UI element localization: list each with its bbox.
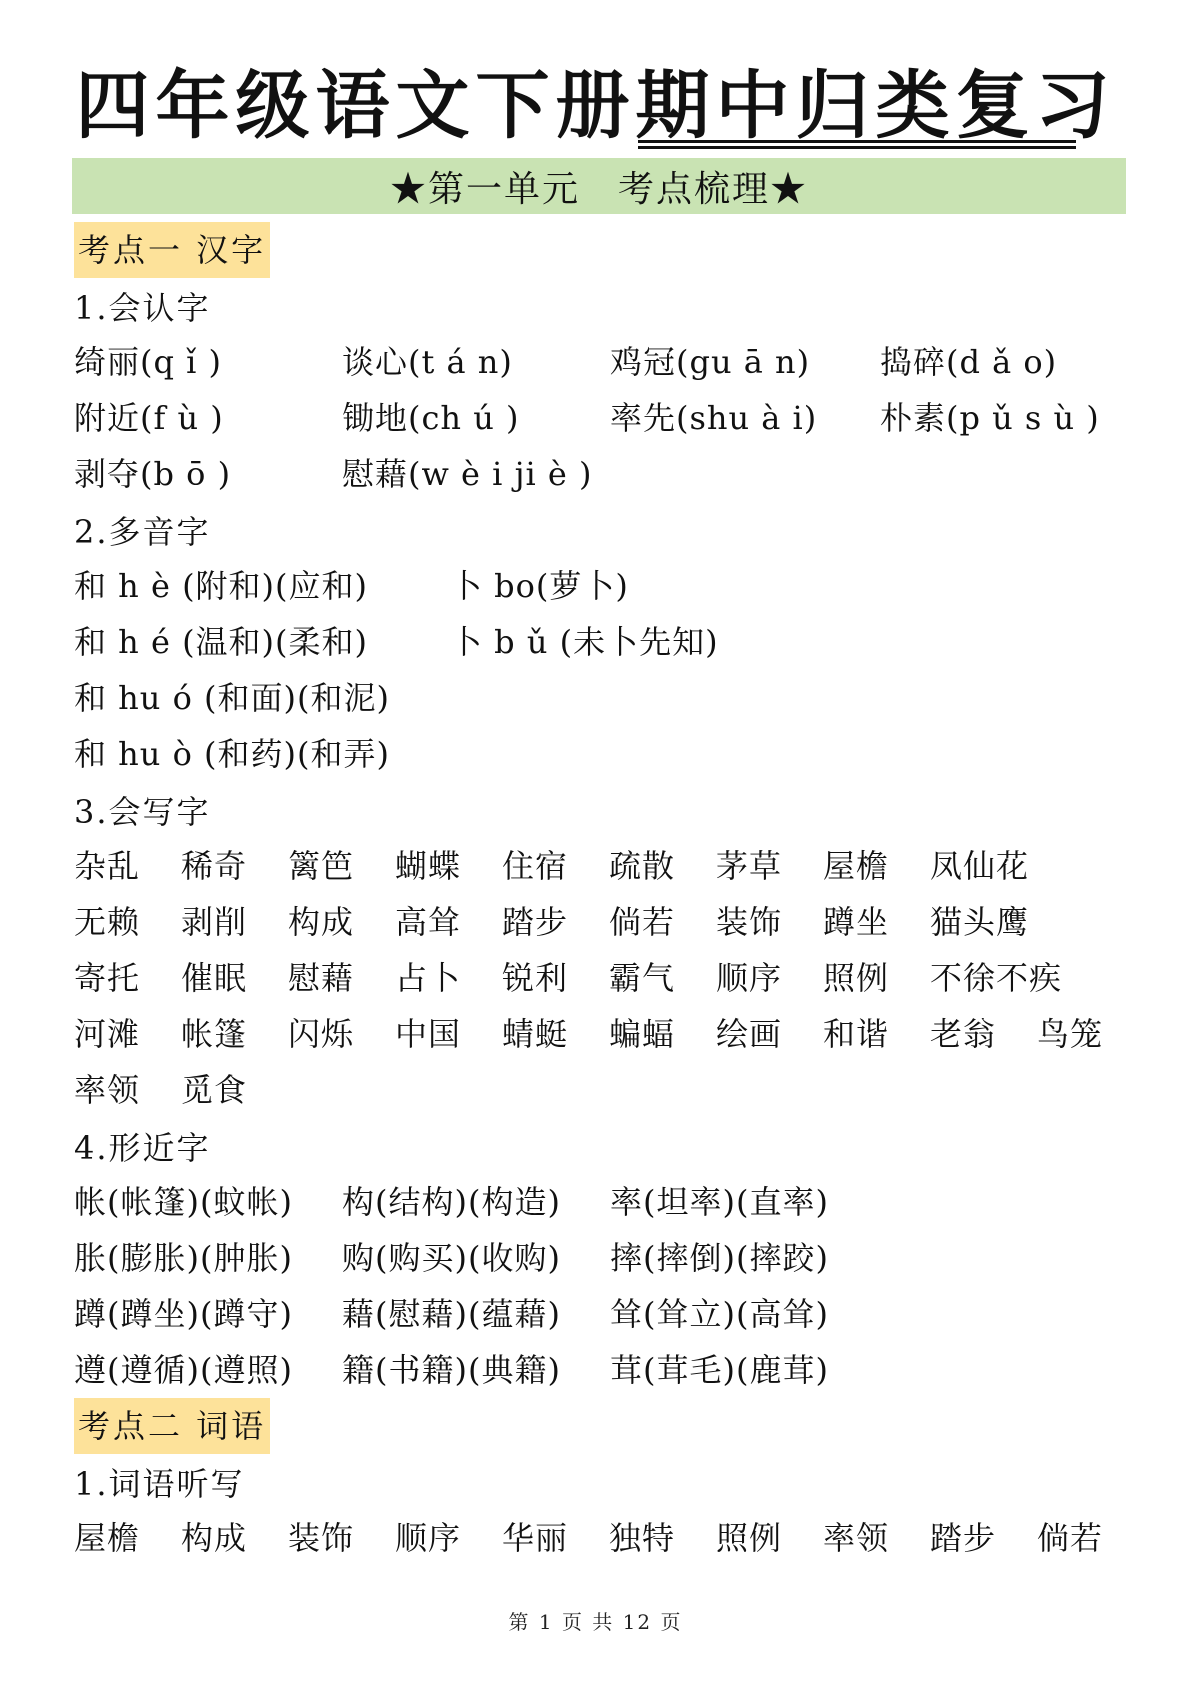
subsection-heading: 1.词语听写 bbox=[74, 1465, 245, 1503]
xiezi-word: 催眠 bbox=[181, 959, 248, 997]
tingxie-word: 顺序 bbox=[395, 1519, 462, 1557]
xingjin-item: 购(购买)(收购) bbox=[342, 1239, 561, 1277]
renzi-item: 锄地(ch ú ) bbox=[342, 399, 520, 437]
duoyin-item: 和 hu ò (和药)(和弄) bbox=[74, 735, 390, 773]
title-underline bbox=[638, 140, 1076, 149]
xingjin-item: 摔(摔倒)(摔跤) bbox=[610, 1239, 829, 1277]
tingxie-word: 装饰 bbox=[288, 1519, 355, 1557]
heading-duoyin-row bbox=[74, 502, 211, 558]
xiezi-word: 蜻蜓 bbox=[502, 1015, 569, 1053]
tingxie-word: 照例 bbox=[716, 1519, 783, 1557]
xiezi-word: 绘画 bbox=[716, 1015, 783, 1053]
xiezi-word: 河滩 bbox=[74, 1015, 141, 1053]
xiezi-word: 鸟笼 bbox=[1037, 1015, 1104, 1053]
xingjin-item: 蹲(蹲坐)(蹲守) bbox=[74, 1295, 293, 1333]
title-wrap bbox=[0, 62, 1191, 150]
tingxie-word: 独特 bbox=[609, 1519, 676, 1557]
tingxie-word: 倘若 bbox=[1037, 1519, 1104, 1557]
xingjin-item: 胀(膨胀)(肿胀) bbox=[74, 1239, 293, 1277]
section1-tag-row bbox=[74, 222, 270, 278]
tingxie-word: 率领 bbox=[823, 1519, 890, 1557]
section-tag: 考点一 汉字 bbox=[74, 222, 270, 278]
xiezi-word: 蝴蝶 bbox=[395, 847, 462, 885]
xiezi-word: 疏散 bbox=[609, 847, 676, 885]
xiezi-word: 稀奇 bbox=[181, 847, 248, 885]
renzi-item: 谈心(t á n) bbox=[342, 343, 513, 381]
xingjin-item: 耸(耸立)(高耸) bbox=[610, 1295, 829, 1333]
xiezi-word: 剥削 bbox=[181, 903, 248, 941]
heading-xingjin-row bbox=[74, 1118, 211, 1174]
heading-tingxie-row bbox=[74, 1454, 245, 1510]
xiezi-word: 杂乱 bbox=[74, 847, 141, 885]
section2-tag-row bbox=[74, 1398, 270, 1454]
xiezi-word: 蹲坐 bbox=[823, 903, 890, 941]
xiezi-word: 构成 bbox=[288, 903, 355, 941]
xingjin-item: 籍(书籍)(典籍) bbox=[342, 1351, 561, 1389]
xingjin-item: 构(结构)(构造) bbox=[342, 1183, 561, 1221]
duoyin-item: 和 h é (温和)(柔和) bbox=[74, 623, 369, 661]
xiezi-word: 倘若 bbox=[609, 903, 676, 941]
tingxie-word: 华丽 bbox=[502, 1519, 569, 1557]
tingxie-word: 踏步 bbox=[930, 1519, 997, 1557]
page-footer: 第 1 页 共 12 页 bbox=[508, 1610, 683, 1634]
xiezi-word: 霸气 bbox=[609, 959, 676, 997]
renzi-item: 慰藉(w è i ji è ) bbox=[342, 455, 593, 493]
xiezi-word: 无赖 bbox=[74, 903, 141, 941]
xiezi-word: 照例 bbox=[823, 959, 890, 997]
duoyin-item: 卜 bo(萝卜) bbox=[450, 567, 629, 605]
xiezi-word: 凤仙花 bbox=[930, 847, 1030, 885]
xiezi-word: 率领 bbox=[74, 1071, 141, 1109]
xiezi-word: 高耸 bbox=[395, 903, 462, 941]
xiezi-word: 屋檐 bbox=[823, 847, 890, 885]
subsection-heading: 2.多音字 bbox=[74, 513, 211, 551]
xiezi-word: 茅草 bbox=[716, 847, 783, 885]
xiezi-word: 觅食 bbox=[181, 1071, 248, 1109]
renzi-item: 捣碎(d ǎ o) bbox=[880, 343, 1058, 381]
subsection-heading: 1.会认字 bbox=[74, 289, 211, 327]
xiezi-word: 顺序 bbox=[716, 959, 783, 997]
xiezi-word: 篱笆 bbox=[288, 847, 355, 885]
tingxie-word: 屋檐 bbox=[74, 1519, 141, 1557]
xiezi-word: 不徐不疾 bbox=[930, 959, 1063, 997]
xingjin-item: 帐(帐篷)(蚊帐) bbox=[74, 1183, 293, 1221]
xiezi-word: 帐篷 bbox=[181, 1015, 248, 1053]
renzi-item: 率先(shu à i) bbox=[610, 399, 818, 437]
duoyin-item: 和 hu ó (和面)(和泥) bbox=[74, 679, 390, 717]
renzi-item: 朴素(p ǔ s ù ) bbox=[880, 399, 1100, 437]
section-tag: 考点二 词语 bbox=[74, 1398, 270, 1454]
xiezi-word: 踏步 bbox=[502, 903, 569, 941]
xiezi-word: 蝙蝠 bbox=[609, 1015, 676, 1053]
xiezi-word: 和谐 bbox=[823, 1015, 890, 1053]
renzi-item: 剥夺(b ō ) bbox=[74, 455, 232, 493]
xiezi-word: 装饰 bbox=[716, 903, 783, 941]
xiezi-word: 锐利 bbox=[502, 959, 569, 997]
subsection-heading: 4.形近字 bbox=[74, 1129, 211, 1167]
xiezi-word: 住宿 bbox=[502, 847, 569, 885]
renzi-item: 绮丽(q ǐ ) bbox=[74, 343, 223, 381]
page-title: 四年级语文下册期中归类复习 bbox=[75, 63, 1116, 149]
xiezi-word: 中国 bbox=[395, 1015, 462, 1053]
xiezi-word: 占卜 bbox=[395, 959, 462, 997]
unit-banner-text: ★第一单元 考点梳理★ bbox=[389, 168, 808, 210]
xingjin-item: 率(坦率)(直率) bbox=[610, 1183, 829, 1221]
xingjin-item: 藉(慰藉)(蕴藉) bbox=[342, 1295, 561, 1333]
tingxie-word: 构成 bbox=[181, 1519, 248, 1557]
xiezi-word: 老翁 bbox=[930, 1015, 997, 1053]
xingjin-item: 遵(遵循)(遵照) bbox=[74, 1351, 293, 1389]
xiezi-word: 寄托 bbox=[74, 959, 141, 997]
heading-renzi-row bbox=[74, 278, 211, 334]
xiezi-word: 猫头鹰 bbox=[930, 903, 1030, 941]
heading-xiezi-row bbox=[74, 782, 211, 838]
subsection-heading: 3.会写字 bbox=[74, 793, 211, 831]
duoyin-item: 卜 b ǔ (未卜先知) bbox=[450, 623, 719, 661]
xiezi-word: 闪烁 bbox=[288, 1015, 355, 1053]
duoyin-item: 和 h è (附和)(应和) bbox=[74, 567, 369, 605]
renzi-item: 鸡冠(gu ā n) bbox=[610, 343, 811, 381]
unit-banner bbox=[72, 158, 1126, 214]
renzi-item: 附近(f ù ) bbox=[74, 399, 224, 437]
xiezi-word: 慰藉 bbox=[288, 959, 355, 997]
xingjin-item: 茸(茸毛)(鹿茸) bbox=[610, 1351, 829, 1389]
